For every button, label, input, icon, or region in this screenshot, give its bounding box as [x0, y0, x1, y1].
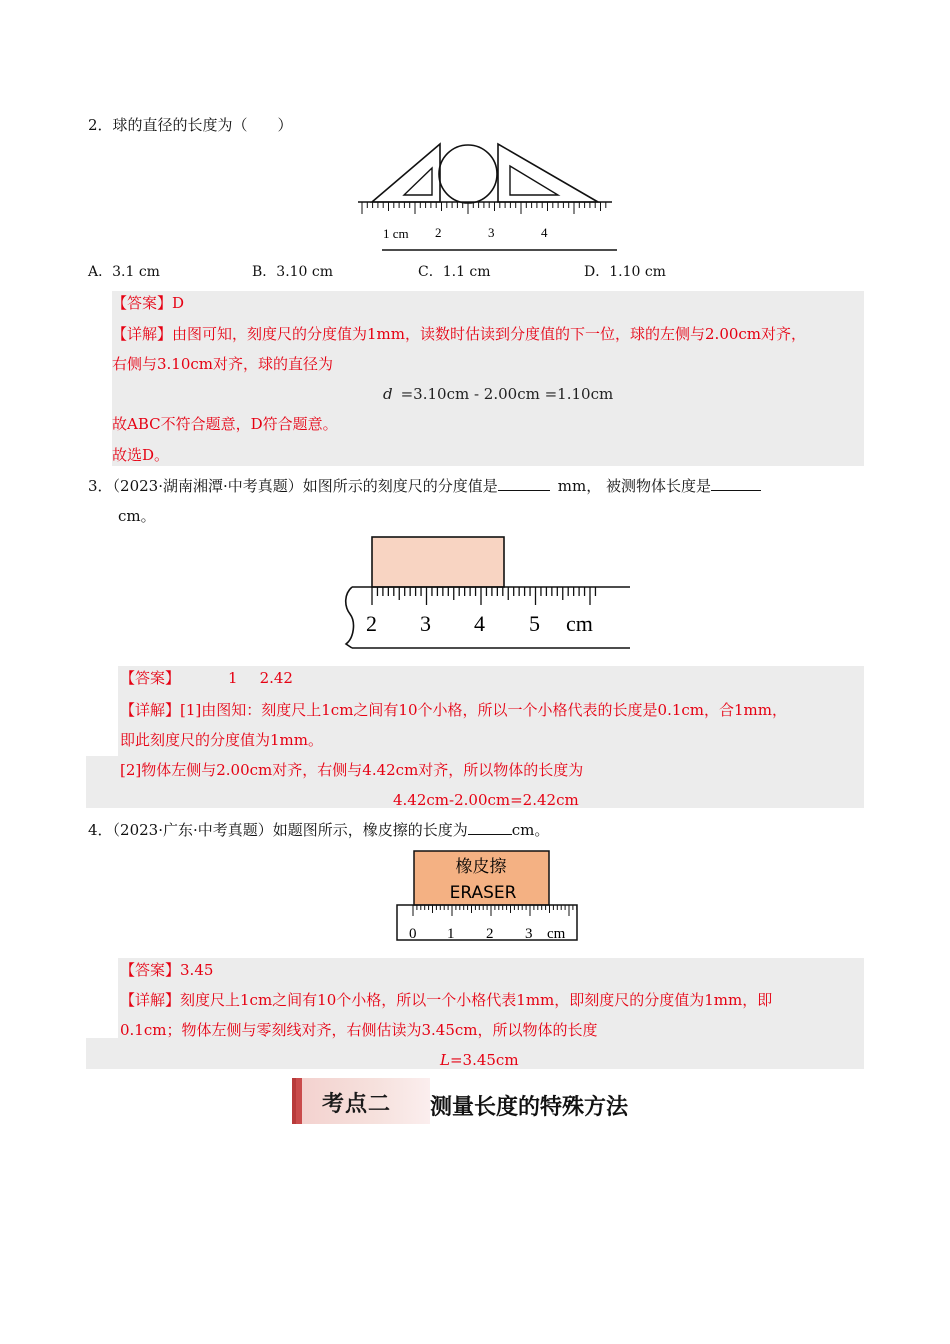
- q4-answer: [120, 960, 213, 980]
- q4-formula-var: L: [440, 1051, 450, 1069]
- q2-answer-value: D: [172, 294, 185, 312]
- q3-blank-1[interactable]: [498, 476, 550, 491]
- q4-blank[interactable]: [468, 820, 512, 835]
- q4-answer-value: 3.45: [180, 961, 214, 979]
- q2-option-a: A．3.1 cm: [88, 264, 160, 280]
- q3-label-0: 2: [366, 611, 377, 636]
- q3-detail-line3: [2]物体左侧与2.00cm对齐，右侧与4.42cm对齐，所以物体的长度为: [120, 761, 584, 779]
- q2-detail-line3: 故ABC不符合题意，D符合题意。: [112, 415, 338, 433]
- q2-detail-label: 【详解】: [112, 325, 173, 343]
- q3-detail-label: 【详解】: [120, 701, 181, 719]
- q3-ruler-ticks: [372, 587, 595, 605]
- q2-answer-label: 【答案】: [112, 294, 173, 312]
- q2-formula-rest: =3.10cm - 2.00cm =1.10cm: [400, 385, 614, 403]
- q3-label-unit: cm: [566, 611, 593, 636]
- measured-object: [372, 537, 504, 587]
- q3-answer: [120, 668, 293, 688]
- q2-label-3: 4: [541, 225, 548, 240]
- q3-label-3: 5: [529, 611, 540, 636]
- q4-answer-label: 【答案】: [120, 961, 181, 979]
- eraser-label-cn: 橡皮擦: [455, 857, 507, 877]
- q3-formula: 4.42cm-2.00cm=2.42cm: [393, 791, 579, 809]
- q2-label-0: 1 cm: [383, 226, 409, 241]
- q3-answer-value-2: 2.42: [259, 669, 293, 687]
- eraser-label-en: ERASER: [449, 883, 517, 903]
- q3-detail-text1: [1]由图知：刻度尺上1cm之间有10个小格，所以一个小格代表的长度是0.1cm，合1mm，: [180, 701, 787, 719]
- q2-option-b: B．3.10 cm: [252, 264, 334, 280]
- q4-ruler-figure: [394, 848, 582, 944]
- q2-label-1: 2: [435, 225, 442, 240]
- q3-answer-value-1: 1: [228, 669, 238, 687]
- q4-detail-line2: 0.1cm；物体左侧与零刻线对齐，右侧估读为3.45cm，所以物体的长度: [120, 1021, 598, 1039]
- q3-stem-a: 3．（2023·湖南湘潭·中考真题）如图所示的刻度尺的分度值是: [88, 477, 498, 495]
- q2-ruler-ticks: [362, 202, 606, 214]
- q2-formula-var: d: [383, 385, 393, 403]
- q2-detail-line2: 右侧与3.10cm对齐，球的直径为: [112, 355, 334, 373]
- q2-option-d: D．1.10 cm: [584, 264, 666, 280]
- q4-stem: [88, 820, 549, 840]
- q4-stem-b: cm。: [511, 821, 550, 839]
- q2-ruler-figure: [352, 140, 622, 255]
- q2-label-2: 3: [488, 225, 495, 240]
- q4-detail-text1: 刻度尺上1cm之间有10个小格，所以一个小格代表1mm，即刻度尺的分度值为1mm，即: [180, 991, 773, 1009]
- q4-label-1: 1: [447, 926, 455, 942]
- q3-answer-label: 【答案】: [120, 669, 181, 687]
- q2-option-c: C．1.1 cm: [418, 264, 491, 280]
- q2-answer: [112, 293, 184, 313]
- q3-stem-b: mm， 被测物体长度是: [557, 477, 711, 495]
- q2-detail-text1: 由图可知，刻度尺的分度值为1mm，读数时估读到分度值的下一位，球的左侧与2.00cm对齐，: [172, 325, 807, 343]
- q4-ruler-ticks: [413, 905, 577, 916]
- q3-stem-c: cm。: [118, 507, 156, 525]
- q4-stem-a: 4．（2023·广东·中考真题）如题图所示，橡皮擦的长度为: [88, 821, 468, 839]
- q3-label-2: 4: [474, 611, 485, 636]
- q4-label-3: 3: [525, 926, 533, 942]
- q4-detail-line1: [120, 990, 772, 1010]
- section-badge: [292, 1078, 430, 1124]
- q4-formula: [440, 1050, 519, 1070]
- q4-detail-label: 【详解】: [120, 991, 181, 1009]
- q3-stem: [88, 476, 761, 496]
- q2-detail-line4: 故选D。: [112, 446, 170, 464]
- q3-ruler-figure: [340, 534, 636, 654]
- q4-label-unit: cm: [547, 926, 566, 942]
- q3-detail-line1: [120, 700, 787, 720]
- q3-detail-line2: 即此刻度尺的分度值为1mm。: [120, 731, 323, 749]
- q3-blank-2[interactable]: [711, 476, 761, 491]
- q4-label-0: 0: [409, 926, 417, 942]
- q2-stem: 2．球的直径的长度为（ ）: [88, 116, 293, 134]
- q2-formula: [383, 384, 613, 404]
- q2-answer-box: [112, 291, 864, 466]
- q3-label-1: 3: [420, 611, 431, 636]
- q4-label-2: 2: [486, 926, 494, 942]
- q2-detail-line1: [112, 324, 806, 344]
- section-badge-text: 考点二: [322, 1092, 392, 1117]
- ball: [439, 145, 497, 203]
- section-title: 测量长度的特殊方法: [430, 1095, 629, 1120]
- right-set-square: [498, 144, 598, 202]
- q4-formula-rest: =3.45cm: [449, 1051, 519, 1069]
